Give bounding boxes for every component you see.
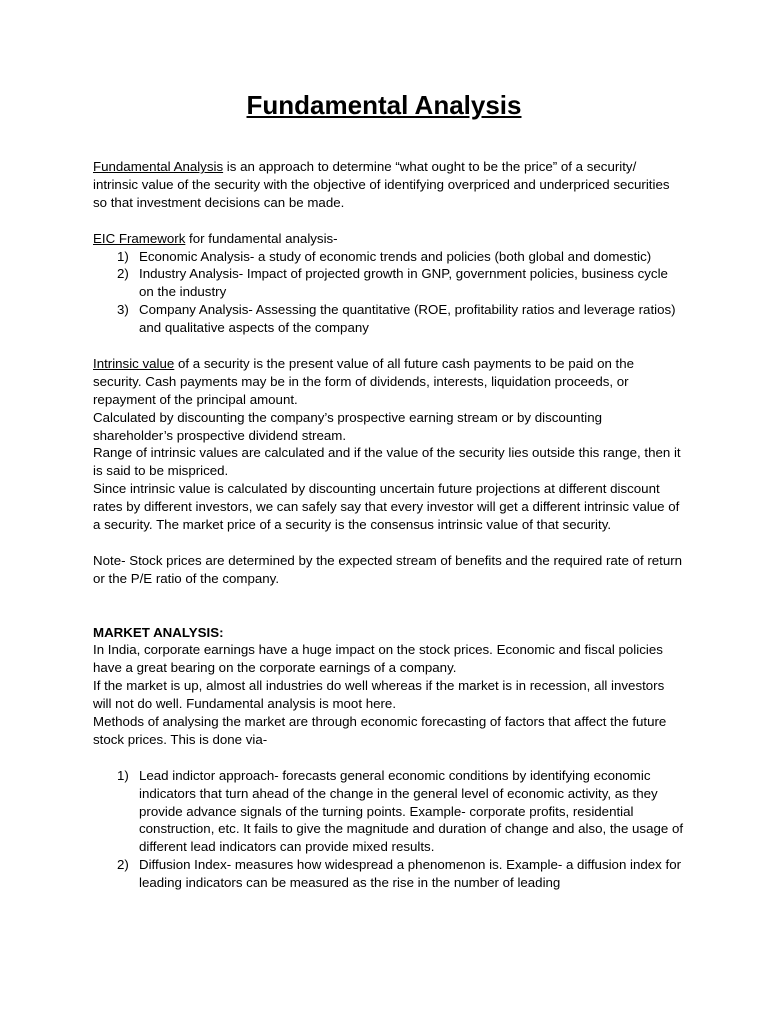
list-item — [93, 248, 685, 266]
market-paragraph-3: Methods of analysing the market are through economic forecasting of factors that affect the future stock prices. This is done via- — [93, 714, 667, 747]
intrinsic-paragraph-2: Calculated by discounting the company’s prospective earning stream or by discounting shareholder’s prospective dividend stream. — [93, 409, 603, 443]
intro-text: is an approach to determine “what ought to be the price” of a security/ intrinsic value of the security with the objective of identifying overpriced and underpriced securities so that investment decisions can be made. — [93, 159, 670, 210]
list-item — [93, 856, 685, 892]
eic-text: for fundamental analysis- — [185, 230, 338, 246]
eic-heading — [93, 230, 685, 248]
list-item-text: Company Analysis- Assessing the quantitative (ROE, profitability ratios and leverage ratios) and qualitative aspects of the company — [139, 302, 676, 336]
list-item-text: Diffusion Index- measures how widespread a phenomenon is. Example- a diffusion index for leading indicators can be measured as the rise in the number of leading — [139, 857, 682, 891]
list-item-number: 3) — [117, 302, 129, 318]
intrinsic-term: Intrinsic value — [93, 355, 175, 371]
document-body — [93, 158, 685, 892]
list-item-number: 1) — [117, 767, 129, 783]
eic-list — [93, 248, 685, 338]
eic-term: EIC Framework — [93, 230, 186, 246]
market-paragraph-2: If the market is up, almost all industries do well whereas if the market is in recession, all investors will not do well. Fundamental analysis is moot here. — [93, 678, 665, 712]
list-item-number: 1) — [117, 248, 129, 264]
market-paragraph-1: In India, corporate earnings have a huge impact on the stock prices. Economic and fiscal policies have a great bearing on the corporate earnings of a company. — [93, 642, 663, 676]
note-paragraph: Note- Stock prices are determined by the expected stream of benefits and the required rate of return or the P/E ratio of the company. — [93, 552, 683, 586]
market-heading: MARKET ANALYSIS: — [93, 624, 224, 640]
list-item-text: Industry Analysis- Impact of projected growth in GNP, government policies, business cycle on the industry — [139, 266, 668, 300]
intro-term: Fundamental Analysis — [93, 159, 224, 174]
intrinsic-text: of a security is the present value of all future cash payments to be paid on the security. Cash payments may be in the form of dividends, interests, liquidation proceeds, or repayment of the principal amount. — [93, 355, 635, 407]
list-item-text: Lead indictor approach- forecasts general economic conditions by identifying economic indicators that turn ahead of the change in the general level of economic activity, as they provide advance signals of the turning points. Example- corporate profits, residential construction, etc. It fails to give the magnitude and duration of change and also, the usage of different lead indicators can provide mixed results. — [139, 767, 684, 855]
intrinsic-paragraph — [93, 355, 685, 409]
intro-paragraph — [93, 158, 685, 212]
list-item — [93, 265, 685, 301]
list-item — [93, 767, 685, 857]
list-item — [93, 301, 685, 337]
list-item-number: 2) — [117, 266, 129, 282]
intrinsic-paragraph-3: Range of intrinsic values are calculated and if the value of the security lies outside this range, then it is said to be mispriced. — [93, 445, 681, 479]
intrinsic-paragraph-4: Since intrinsic value is calculated by discounting uncertain future projections at different discount rates by different investors, we can safely say that every investor will get a different intrinsic value of a security. The market price of a security is the consensus intrinsic value of that security. — [93, 481, 680, 533]
document-title: Fundamental Analysis — [246, 90, 522, 120]
list-item-number: 2) — [117, 857, 129, 873]
list-item-text: Economic Analysis- a study of economic trends and policies (both global and domestic) — [139, 248, 652, 264]
market-methods-list — [93, 767, 685, 892]
